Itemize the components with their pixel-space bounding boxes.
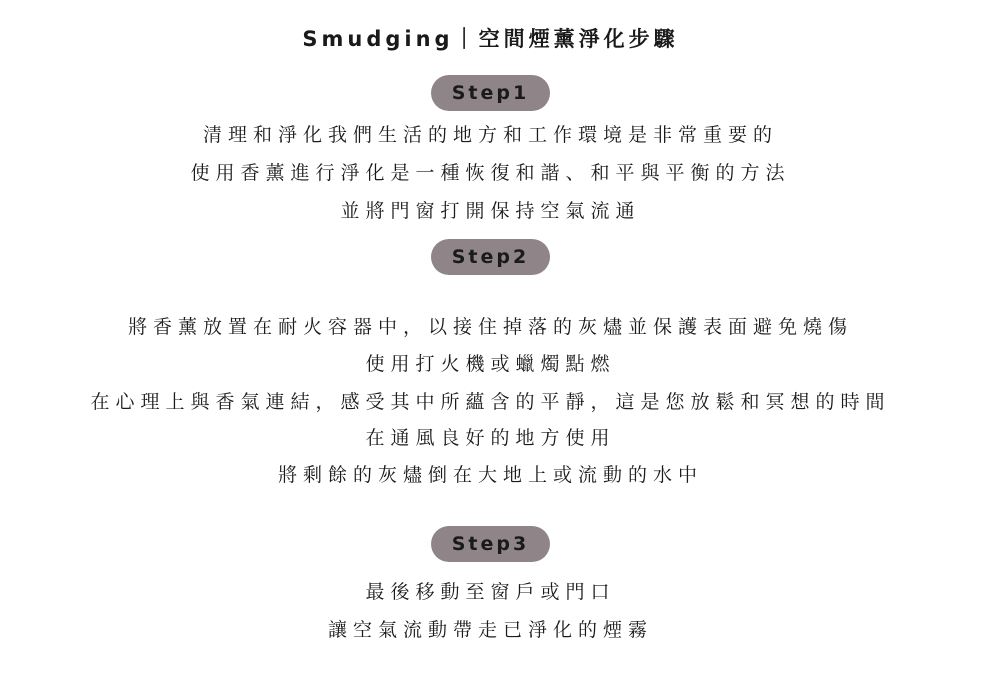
step1-line-1: 清理和淨化我們生活的地方和工作環境是非常重要的 [202,124,778,146]
step2-line-4: 在通風良好的地方使用 [365,427,616,449]
step1-line-2: 使用香薰進行淨化是一種恢復和諧、和平與平衡的方法 [190,162,791,184]
step2-line-1: 將香薰放置在耐火容器中，以接住掉落的灰燼並保護表面避免燒傷 [127,316,853,338]
step1-badge: Step1 [431,75,550,111]
step2-badge: Step2 [431,239,550,275]
step2-line-5: 將剩餘的灰燼倒在大地上或流動的水中 [277,464,703,486]
step3-line-2: 讓空氣流動帶走已淨化的煙霧 [327,619,653,641]
page-title: Smudging｜空間煙薰淨化步驟 [302,27,679,51]
step3-badge: Step3 [431,526,550,562]
step2-line-2: 使用打火機或蠟燭點燃 [365,353,616,375]
step3-line-1: 最後移動至窗戶或門口 [365,581,616,603]
step1-line-3: 並將門窗打開保持空氣流通 [340,200,641,222]
step2-line-3: 在心理上與香氣連結，感受其中所蘊含的平靜，這是您放鬆和冥想的時間 [90,391,891,413]
